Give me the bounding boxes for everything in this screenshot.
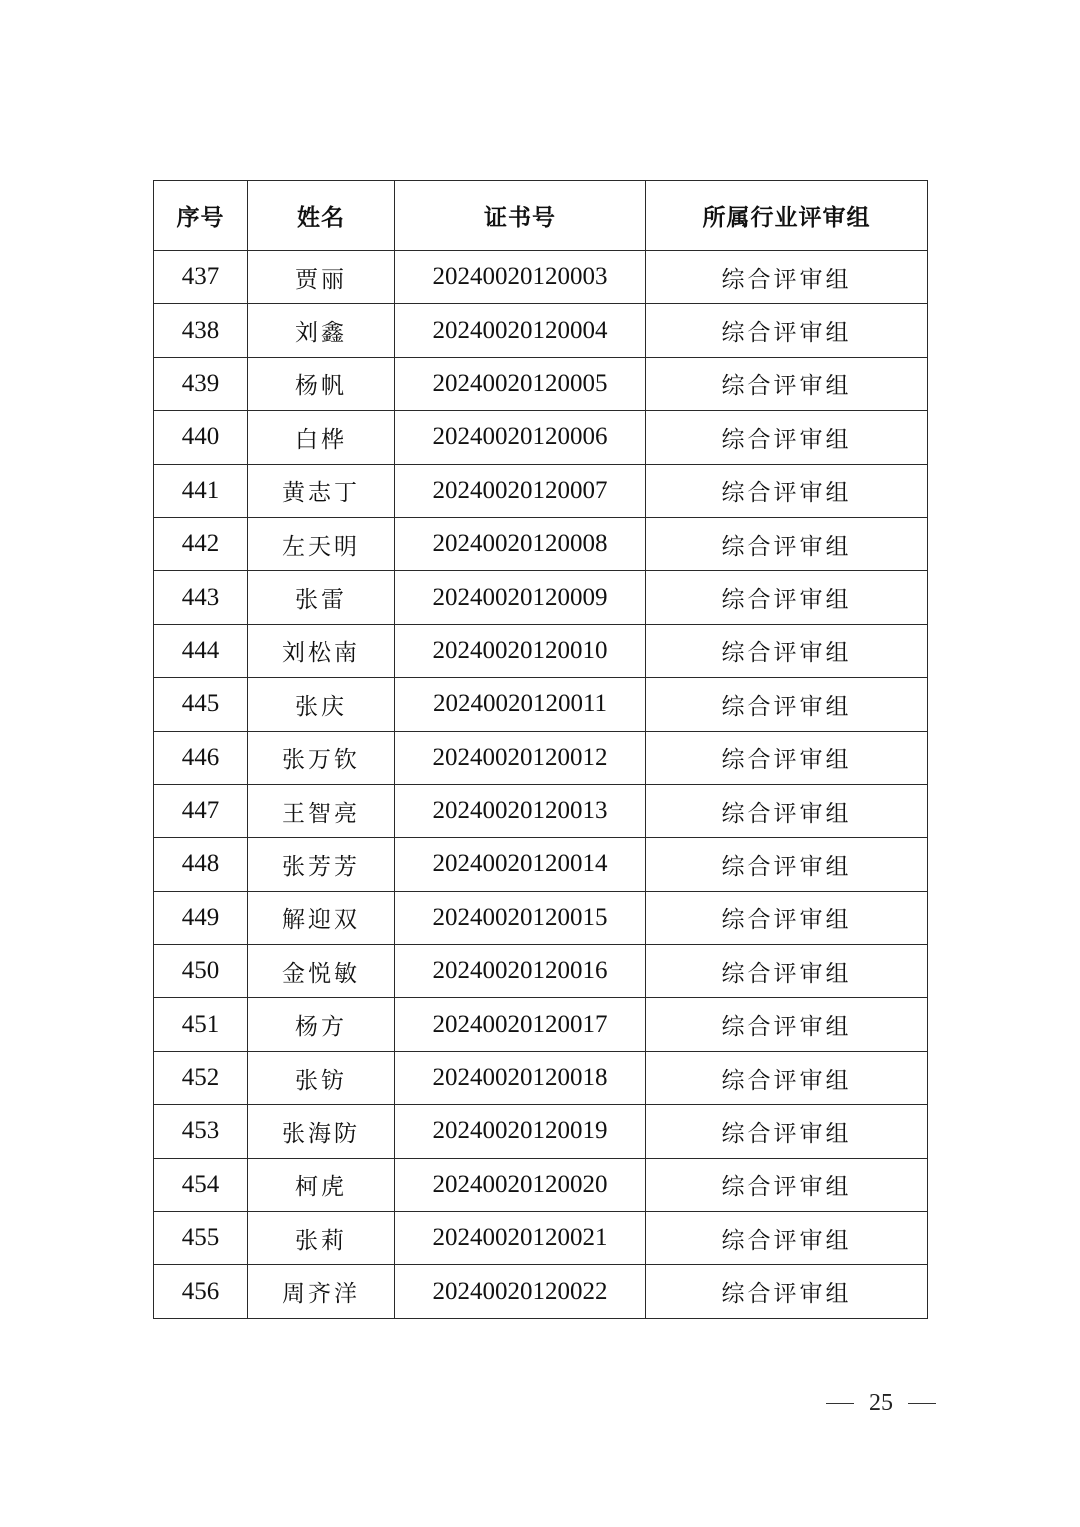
cell-name: 解迎双 [248, 891, 395, 944]
cell-group: 综合评审组 [646, 678, 928, 731]
cell-cert: 20240020120003 [395, 251, 646, 304]
header-name: 姓名 [248, 181, 395, 251]
table-row [154, 678, 928, 731]
cell-cert: 20240020120014 [395, 838, 646, 891]
cell-group: 综合评审组 [646, 1051, 928, 1104]
cell-name: 张芳芳 [248, 838, 395, 891]
cell-name: 黄志丁 [248, 464, 395, 517]
footer-dash-left [826, 1403, 854, 1404]
cell-cert: 20240020120006 [395, 411, 646, 464]
cell-seq: 437 [154, 251, 248, 304]
cell-name: 左天明 [248, 517, 395, 570]
certificate-table [153, 180, 928, 1319]
header-cert: 证书号 [395, 181, 646, 251]
cell-group: 综合评审组 [646, 517, 928, 570]
cell-name: 王智亮 [248, 784, 395, 837]
cell-group: 综合评审组 [646, 1105, 928, 1158]
cell-group: 综合评审组 [646, 357, 928, 410]
cell-seq: 445 [154, 678, 248, 731]
table-row [154, 357, 928, 410]
cell-cert: 20240020120007 [395, 464, 646, 517]
cell-cert: 20240020120013 [395, 784, 646, 837]
cell-name: 张钫 [248, 1051, 395, 1104]
cell-seq: 450 [154, 945, 248, 998]
cell-cert: 20240020120021 [395, 1212, 646, 1265]
table-row [154, 1265, 928, 1318]
cell-cert: 20240020120015 [395, 891, 646, 944]
table-row [154, 784, 928, 837]
cell-group: 综合评审组 [646, 464, 928, 517]
table-row [154, 838, 928, 891]
table-row [154, 517, 928, 570]
cell-seq: 453 [154, 1105, 248, 1158]
cell-group: 综合评审组 [646, 945, 928, 998]
cell-cert: 20240020120020 [395, 1158, 646, 1211]
cell-seq: 439 [154, 357, 248, 410]
cell-group: 综合评审组 [646, 1212, 928, 1265]
table-header-row [154, 181, 928, 251]
cell-seq: 444 [154, 624, 248, 677]
cell-seq: 451 [154, 998, 248, 1051]
cell-cert: 20240020120008 [395, 517, 646, 570]
cell-cert: 20240020120019 [395, 1105, 646, 1158]
cell-name: 白桦 [248, 411, 395, 464]
table-row [154, 945, 928, 998]
table-row [154, 624, 928, 677]
cell-cert: 20240020120018 [395, 1051, 646, 1104]
cell-seq: 449 [154, 891, 248, 944]
cell-name: 张万钦 [248, 731, 395, 784]
cell-group: 综合评审组 [646, 1265, 928, 1318]
cell-name: 柯虎 [248, 1158, 395, 1211]
cell-name: 张雷 [248, 571, 395, 624]
cell-group: 综合评审组 [646, 784, 928, 837]
cell-group: 综合评审组 [646, 998, 928, 1051]
page-number: 25 [869, 1389, 893, 1416]
cell-group: 综合评审组 [646, 731, 928, 784]
header-group: 所属行业评审组 [646, 181, 928, 251]
cell-name: 张庆 [248, 678, 395, 731]
cell-seq: 455 [154, 1212, 248, 1265]
table-row [154, 251, 928, 304]
footer-dash-right [908, 1403, 936, 1404]
table-row [154, 1051, 928, 1104]
cell-seq: 438 [154, 304, 248, 357]
cell-group: 综合评审组 [646, 571, 928, 624]
cell-cert: 20240020120009 [395, 571, 646, 624]
table-row [154, 571, 928, 624]
cell-group: 综合评审组 [646, 1158, 928, 1211]
cell-cert: 20240020120012 [395, 731, 646, 784]
cell-group: 综合评审组 [646, 838, 928, 891]
cell-group: 综合评审组 [646, 304, 928, 357]
table-body [154, 251, 928, 1319]
cell-cert: 20240020120004 [395, 304, 646, 357]
cell-name: 贾丽 [248, 251, 395, 304]
cell-seq: 440 [154, 411, 248, 464]
table-row [154, 304, 928, 357]
cell-cert: 20240020120010 [395, 624, 646, 677]
cell-name: 刘鑫 [248, 304, 395, 357]
cell-name: 张海防 [248, 1105, 395, 1158]
cell-seq: 454 [154, 1158, 248, 1211]
table-row [154, 998, 928, 1051]
cell-group: 综合评审组 [646, 624, 928, 677]
cell-seq: 456 [154, 1265, 248, 1318]
cell-group: 综合评审组 [646, 891, 928, 944]
cell-name: 刘松南 [248, 624, 395, 677]
cell-cert: 20240020120005 [395, 357, 646, 410]
table-row [154, 731, 928, 784]
table-row [154, 891, 928, 944]
cell-name: 周齐洋 [248, 1265, 395, 1318]
cell-name: 杨方 [248, 998, 395, 1051]
cell-cert: 20240020120022 [395, 1265, 646, 1318]
table-row [154, 1105, 928, 1158]
cell-group: 综合评审组 [646, 251, 928, 304]
header-seq: 序号 [154, 181, 248, 251]
cell-seq: 448 [154, 838, 248, 891]
cell-name: 张莉 [248, 1212, 395, 1265]
cell-cert: 20240020120011 [395, 678, 646, 731]
cell-cert: 20240020120017 [395, 998, 646, 1051]
cell-seq: 442 [154, 517, 248, 570]
table-row [154, 411, 928, 464]
cell-group: 综合评审组 [646, 411, 928, 464]
cell-name: 杨帆 [248, 357, 395, 410]
page-footer [826, 1386, 936, 1420]
table-row [154, 1212, 928, 1265]
table-row [154, 1158, 928, 1211]
cell-cert: 20240020120016 [395, 945, 646, 998]
table-row [154, 464, 928, 517]
cell-seq: 447 [154, 784, 248, 837]
cell-seq: 443 [154, 571, 248, 624]
cell-name: 金悦敏 [248, 945, 395, 998]
cell-seq: 446 [154, 731, 248, 784]
cell-seq: 452 [154, 1051, 248, 1104]
cell-seq: 441 [154, 464, 248, 517]
